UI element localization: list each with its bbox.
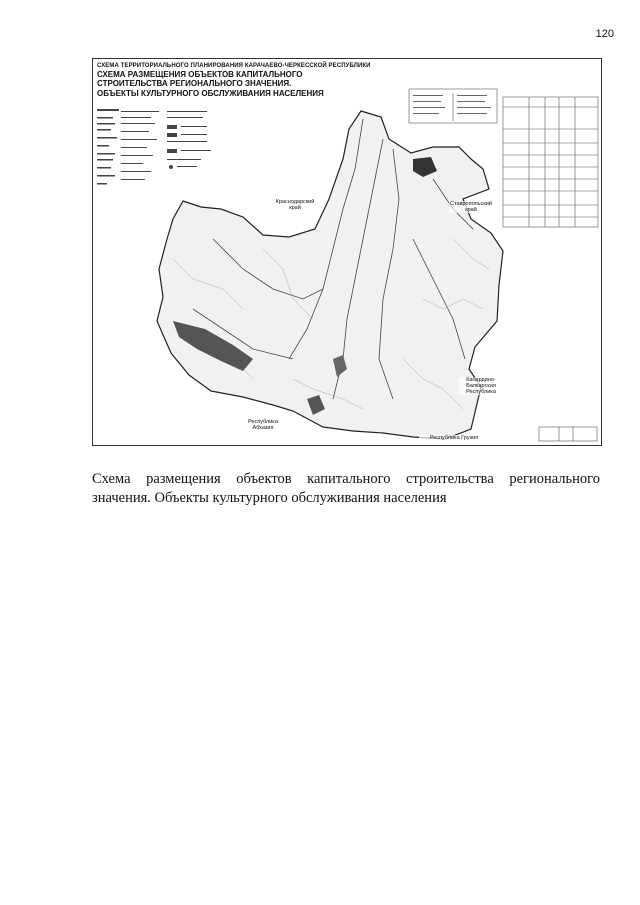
map-legend xyxy=(97,109,211,185)
label-stavropol: Ставропольский край xyxy=(450,201,492,213)
map-title-block xyxy=(97,63,371,98)
page-number: 120 xyxy=(595,28,614,40)
label-abkhazia: Республика Абхазия xyxy=(241,419,285,431)
figure-caption: Схема размещения объектов капитального строительства регионального значения. Объекты культурного обслуживания населения xyxy=(92,471,600,506)
map-scale-block xyxy=(539,427,597,441)
map-title-line1: СХЕМА ТЕРРИТОРИАЛЬНОГО ПЛАНИРОВАНИЯ КАРАЧАЕВО-ЧЕРКЕССКОЙ РЕСПУБЛИКИ xyxy=(97,63,371,69)
label-krasnodar: Краснодарский край xyxy=(273,199,317,211)
territory-outline xyxy=(157,111,503,439)
map-table xyxy=(503,97,598,227)
map-inner-legend xyxy=(409,89,497,123)
label-georgia: Республика Грузия xyxy=(419,435,489,441)
label-kbr: Кабардино-Балкарская Республика xyxy=(459,377,503,395)
map-title-line2: СХЕМА РАЗМЕЩЕНИЯ ОБЪЕКТОВ КАПИТАЛЬНОГО СТРОИТЕЛЬСТВА РЕГИОНАЛЬНОГО ЗНАЧЕНИЯ. xyxy=(97,70,303,88)
map-drawing xyxy=(93,59,601,445)
map-title-line3: ОБЪЕКТЫ КУЛЬТУРНОГО ОБСЛУЖИВАНИЯ НАСЕЛЕНИЯ xyxy=(97,89,324,98)
map-figure xyxy=(92,58,602,446)
